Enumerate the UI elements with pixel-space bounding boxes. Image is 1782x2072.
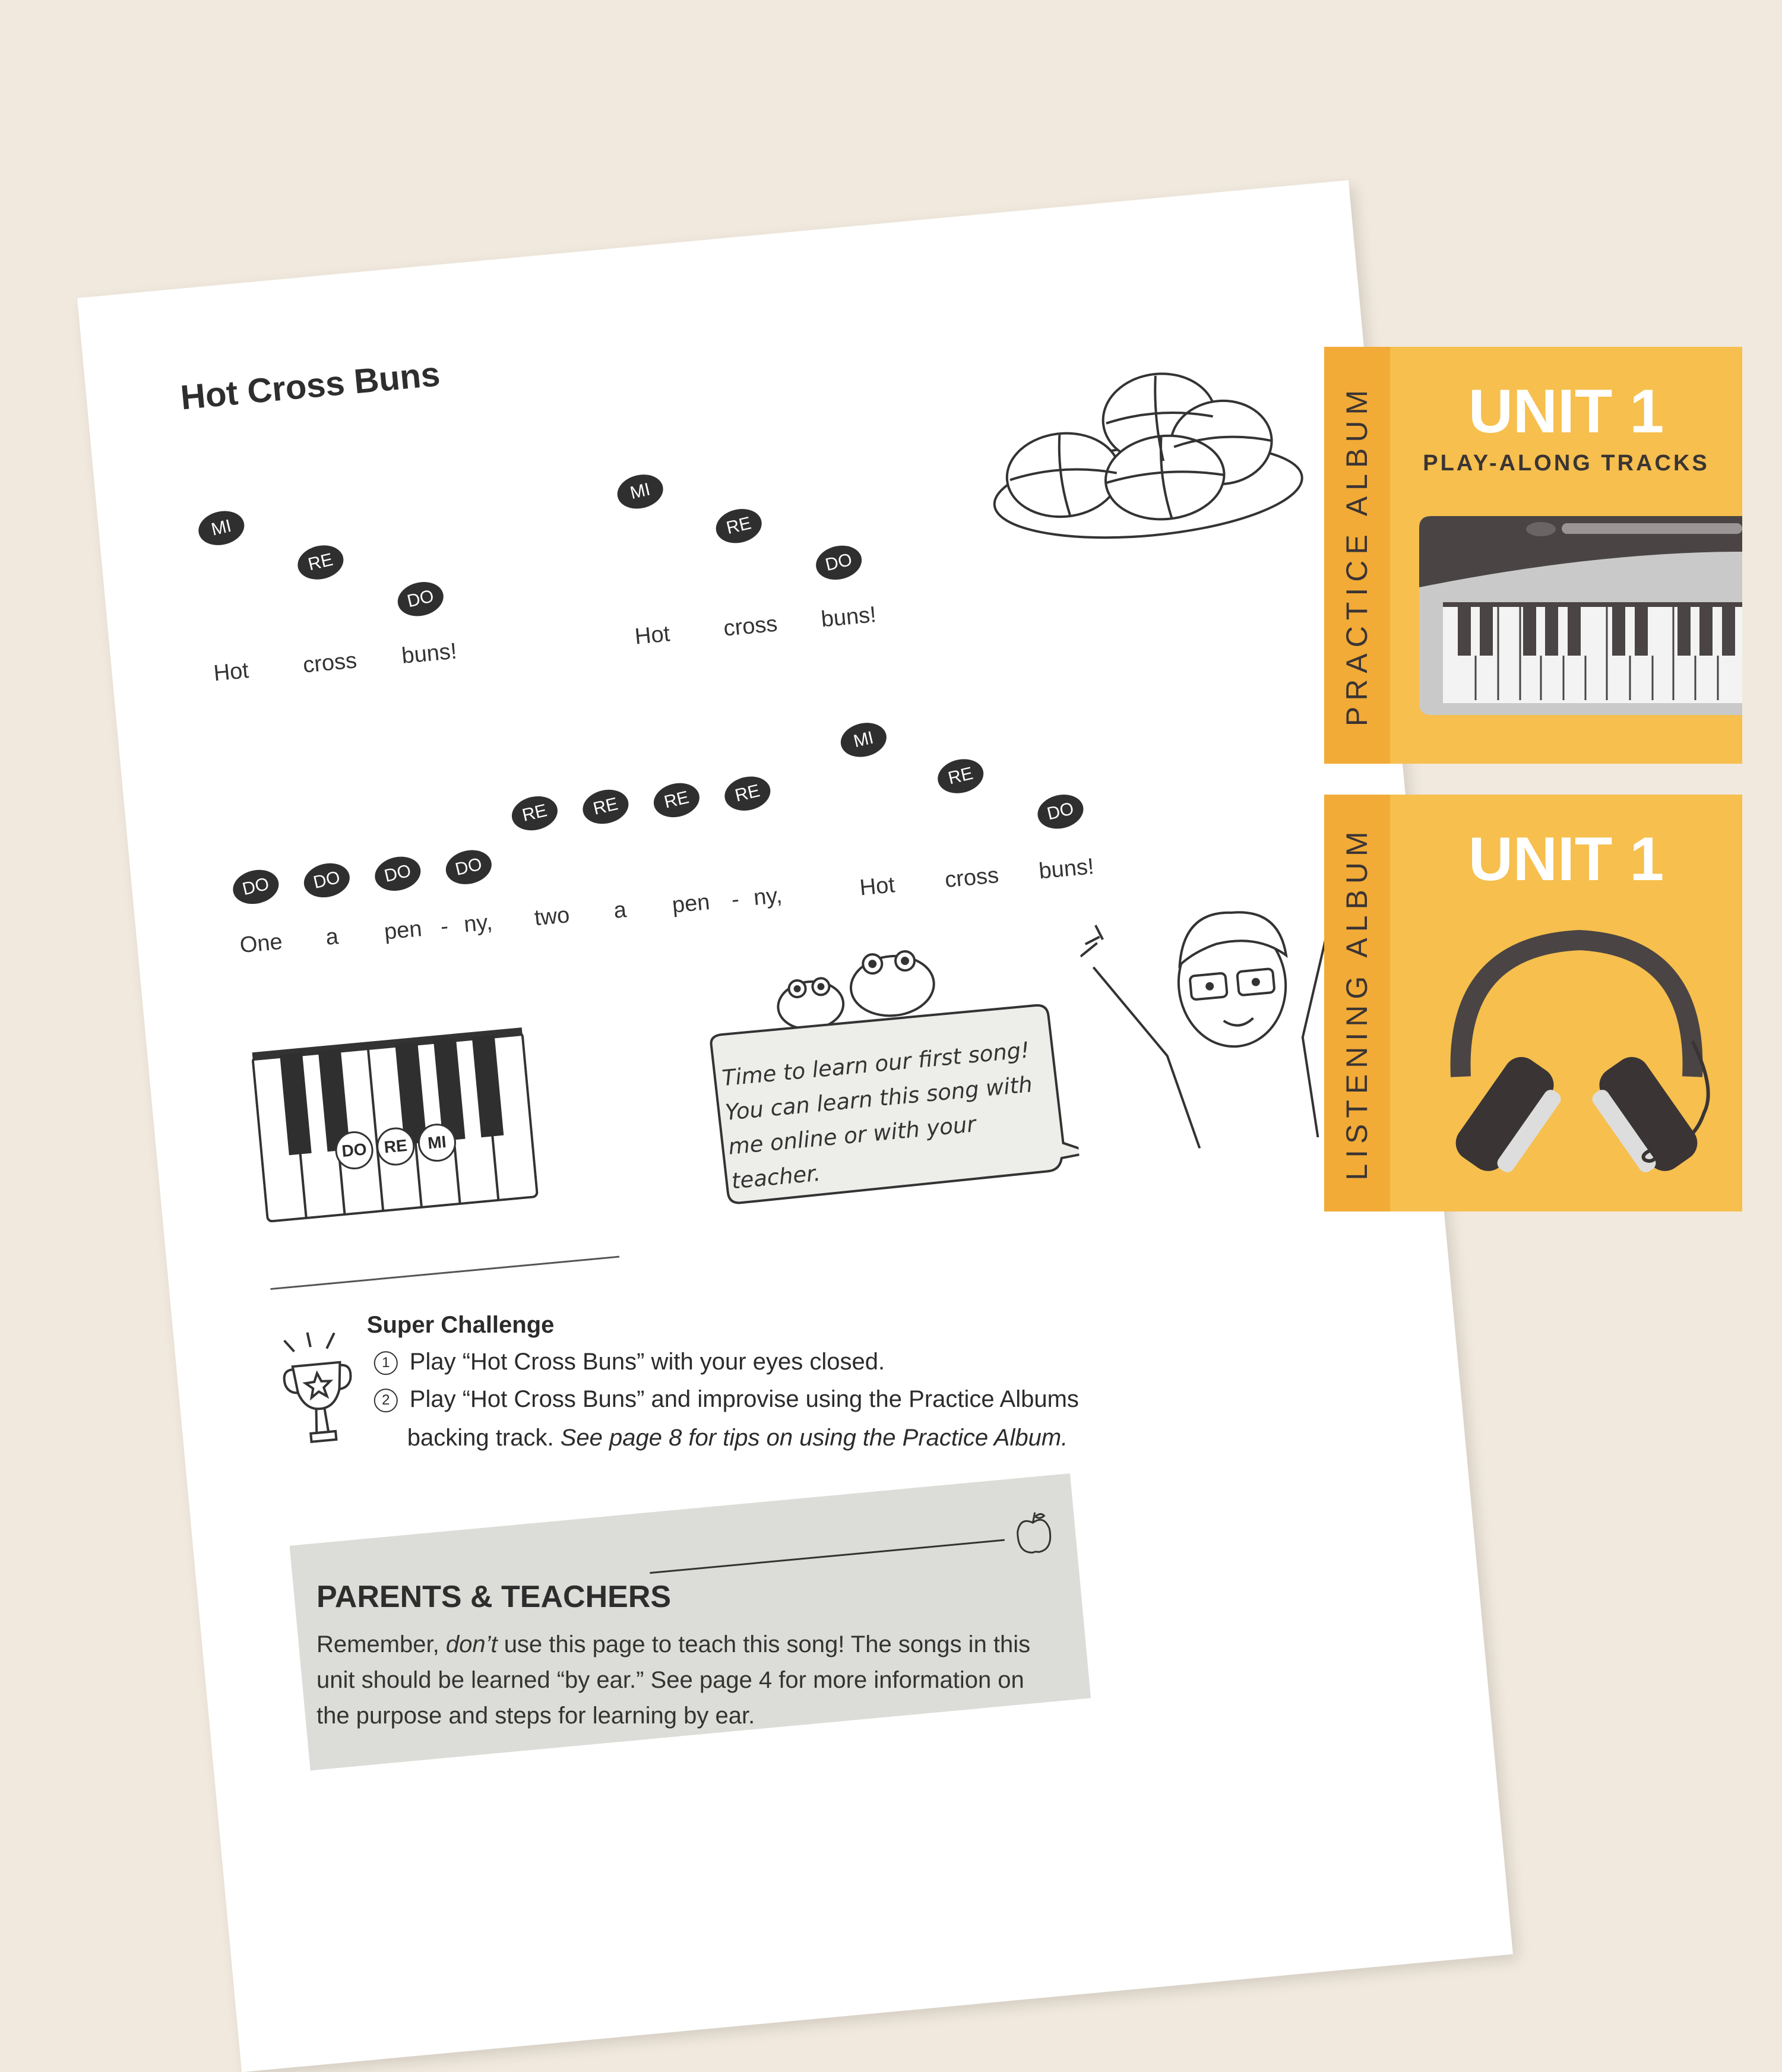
challenge-text: backing track. [407,1425,554,1451]
note-badge: DO [442,846,495,888]
note-badge: MI [837,719,890,761]
keyboard-diagram [251,1026,539,1223]
lyric: cross [722,611,779,641]
lyric: - [730,887,740,913]
lyric: Hot [634,621,671,650]
note-badge: DO [229,865,282,908]
worksheet-page [77,180,1513,2072]
challenge-item-2 [374,1386,1079,1413]
album-title: UNIT 1 [1468,377,1664,446]
speech-bubble-text: Time to learn our first song! You can learn this song with me online or with your teacher. [721,1037,1034,1194]
note-badge: RE [508,792,561,834]
lyric: a [324,924,340,950]
listening-album-cover[interactable] [1324,795,1742,1211]
number-badge: 2 [374,1389,398,1413]
spine-label: PRACTICE ALBUM [1340,384,1373,727]
note-badge: DO [300,859,353,901]
lyric: ny, [463,910,493,938]
super-challenge-heading: Super Challenge [366,1312,555,1339]
lyric: - [439,913,450,939]
parents-teachers-content [316,1579,1059,1769]
challenge-item-2-cont [407,1425,1068,1451]
challenge-tip: See page 8 for tips on using the Practice Album. [560,1425,1068,1451]
lyric: two [533,902,571,931]
parents-teachers-box [290,1473,1091,1770]
note-badge: RE [721,772,774,815]
lyric: Hot [212,658,250,687]
key-label: DO [334,1130,375,1171]
keyboard-icon [1419,516,1742,715]
number-badge: 1 [374,1352,398,1375]
super-challenge [367,1312,1258,1466]
album-spine [1324,347,1390,764]
practice-album-cover[interactable] [1324,347,1742,764]
key-label: RE [375,1126,416,1168]
album-subtitle: PLAY-ALONG TRACKS [1423,451,1710,476]
challenge-text: Play “Hot Cross Buns” with your eyes closed. [409,1349,885,1375]
note-badge: RE [650,779,703,821]
note-badge: RE [580,785,632,828]
challenge-text: Play “Hot Cross Buns” and improvise using the Practice Albums [409,1386,1079,1413]
lyric: cross [302,648,358,678]
note-badge: DO [371,852,424,895]
trophy-icon [275,1328,362,1448]
note-badge: MI [614,470,667,513]
challenge-item-1 [374,1349,885,1375]
lyric: buns! [819,602,878,632]
note-badge: RE [713,504,765,547]
album-spine [1324,795,1390,1211]
lyric: pen [383,916,423,945]
note-badge: DO [812,541,865,584]
heading-rule [650,1539,1005,1574]
lyric: a [612,897,628,923]
text: use this page to teach this song! The songs in this unit should be learned “by ear.” See page 4 for more information on the purpose and steps for learning by ear. [316,1631,1031,1729]
note-badge: DO [394,578,447,621]
parents-teachers-heading: PARENTS & TEACHERS [316,1579,672,1614]
note-badge: RE [294,541,347,584]
text: Remember, [316,1631,446,1657]
lyric: ny, [752,882,783,910]
hot-cross-buns-illustration [977,346,1313,559]
album-title: UNIT 1 [1468,825,1664,894]
apple-icon [1011,1508,1056,1559]
lyric: One [239,929,284,959]
lyric: Hot [858,872,896,901]
headphones-icon [1443,922,1716,1184]
parents-teachers-text [316,1627,1059,1733]
lyric: pen [671,890,711,918]
page-title: Hot Cross Buns [179,355,442,417]
key-label: MI [416,1122,458,1163]
lyric: buns! [400,638,458,669]
note-badge: RE [934,755,987,798]
lyric: cross [944,862,1000,893]
note-badge: MI [195,507,248,549]
emphasis: don’t [445,1631,498,1657]
spine-label: LISTENING ALBUM [1340,825,1373,1181]
note-badge: DO [1034,790,1087,833]
section-divider [270,1256,619,1290]
lyric: buns! [1037,854,1096,884]
